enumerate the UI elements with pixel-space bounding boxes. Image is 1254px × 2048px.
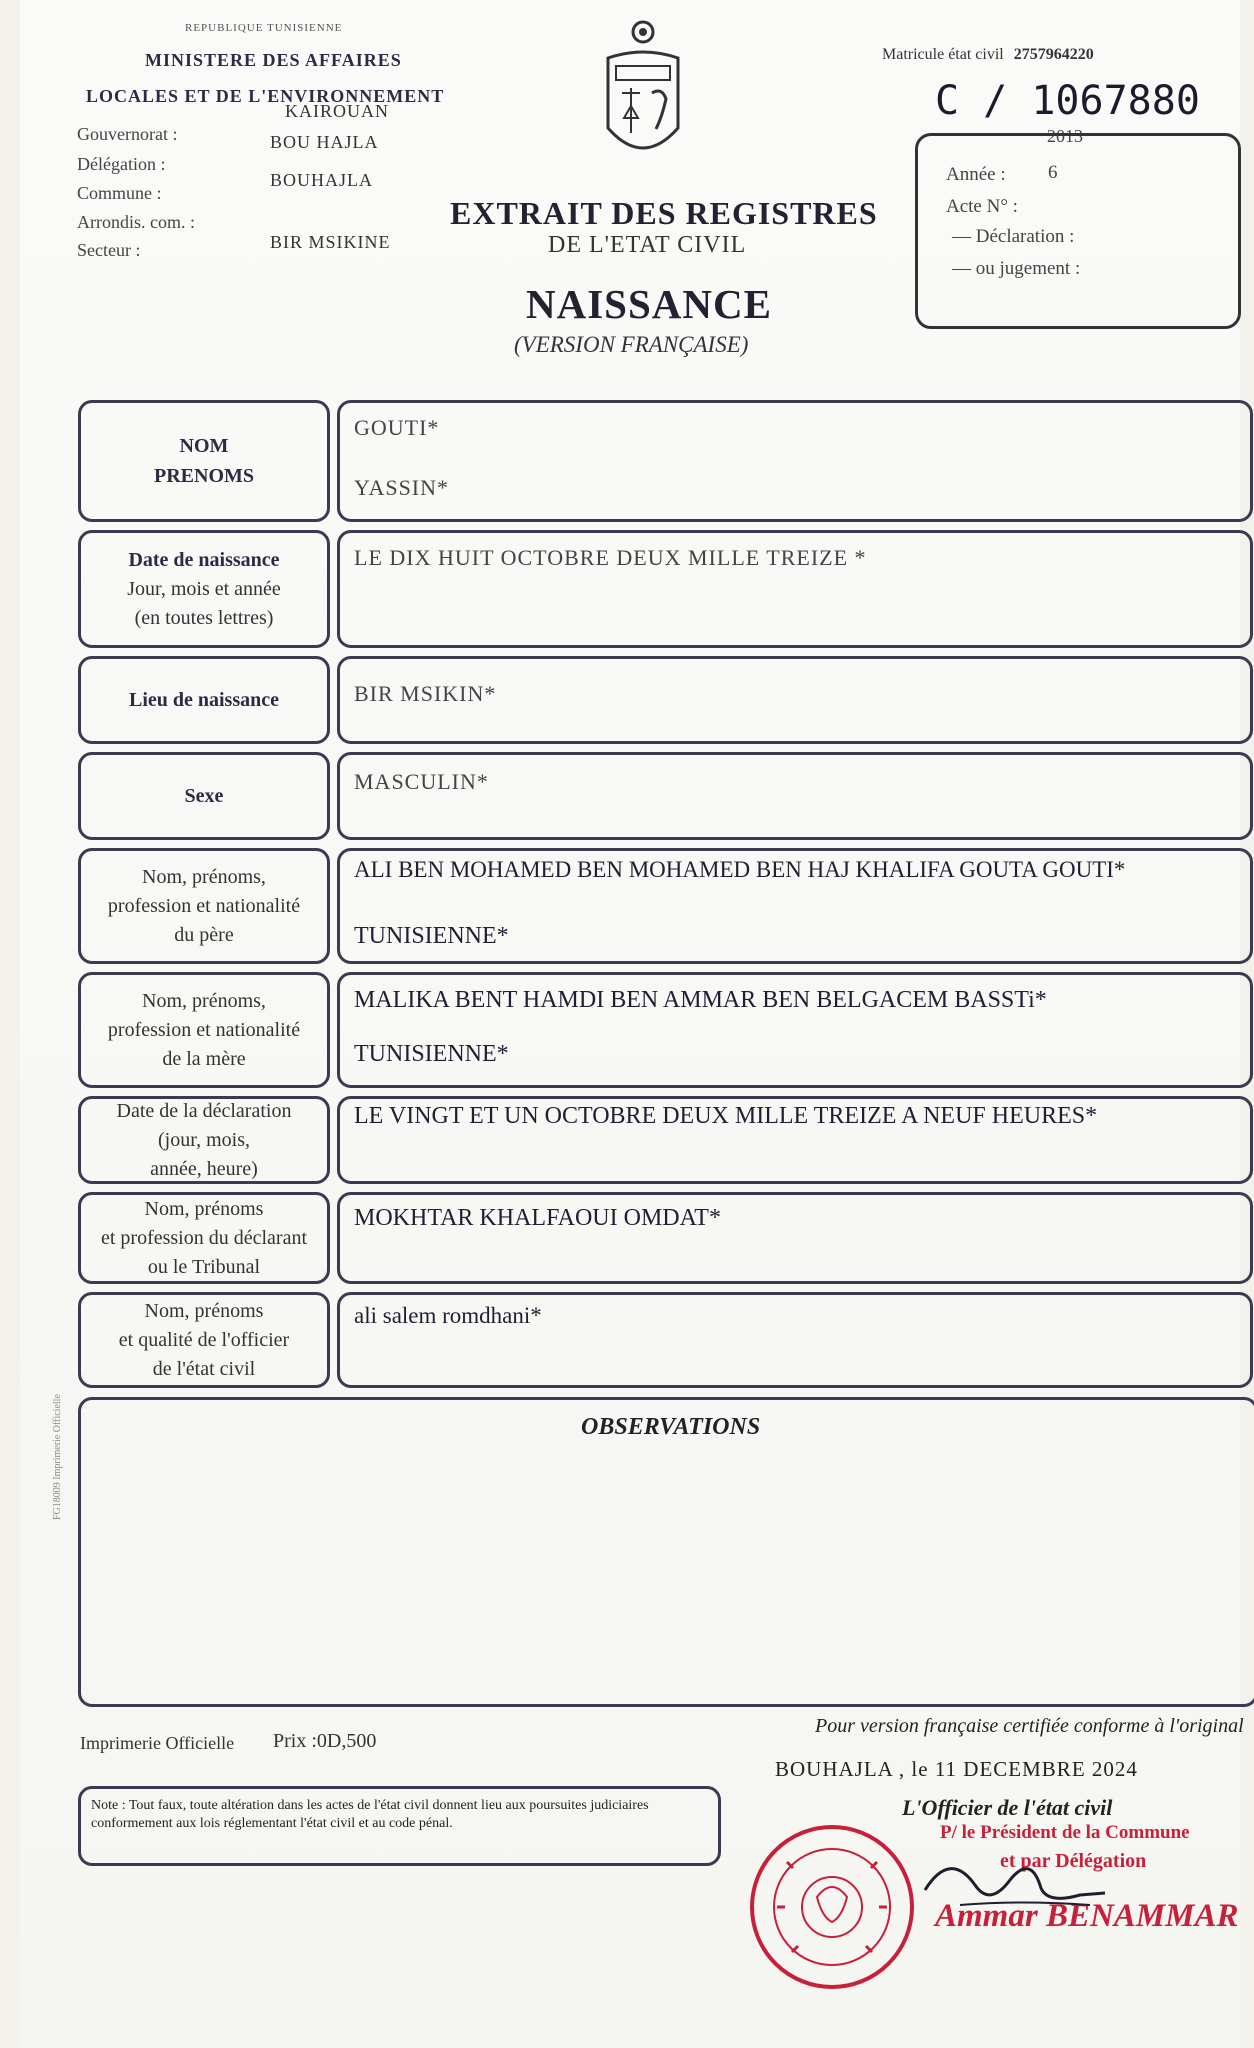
mere-row xyxy=(78,972,1253,1088)
acte-label: Acte N° : xyxy=(946,196,1018,217)
printer-side-text: FG18009 Imprimerie Officielle xyxy=(52,1394,63,1520)
decl-label-1: Date de la déclaration xyxy=(116,1099,292,1122)
dob-label-1: Date de naissance xyxy=(128,549,280,571)
sexe-label-cell xyxy=(78,752,330,840)
pere-value-cell xyxy=(337,848,1253,964)
decl-label-3: année, heure) xyxy=(150,1157,258,1180)
acte-info-box xyxy=(915,133,1241,329)
sexe-value-cell xyxy=(337,752,1253,840)
certification-text: Pour version française certifiée conforme à l'original xyxy=(815,1715,1244,1737)
naissance-heading: NAISSANCE xyxy=(526,281,772,327)
legal-note: Note : Tout faux, toute altération dans les actes de l'état civil donnent lieu aux poursuites judiciaires conformement aux lois réglementant l'état civil et au code pénal. xyxy=(78,1786,721,1866)
official-stamp xyxy=(747,1822,917,1992)
pere-value-1: ALI BEN MOHAMED BEN MOHAMED BEN HAJ KHALIFA GOUTA GOUTI* xyxy=(354,857,1126,882)
observations-title: OBSERVATIONS xyxy=(581,1414,761,1440)
decl-value: LE VINGT ET UN OCTOBRE DEUX MILLE TREIZE A NEUF HEURES* xyxy=(354,1103,1098,1129)
coat-of-arms-emblem xyxy=(602,18,684,178)
delegation-value: BOU HAJLA xyxy=(270,132,379,152)
sexe-label: Sexe xyxy=(184,785,224,807)
mere-label-3: de la mère xyxy=(162,1047,246,1070)
arrondis-label: Arrondis. com. : xyxy=(77,212,195,232)
mere-label-cell xyxy=(78,972,330,1088)
officier-label-2: et qualité de l'officier xyxy=(118,1328,290,1351)
nom-value: GOUTI* xyxy=(354,415,440,440)
imprimerie-label: Imprimerie Officielle xyxy=(80,1733,235,1753)
decl-label-cell xyxy=(78,1096,330,1184)
lieu-row xyxy=(78,656,1253,744)
prix-label: Prix :0D,500 xyxy=(273,1730,377,1752)
officier-row xyxy=(78,1292,1253,1388)
dob-label-3: (en toutes lettres) xyxy=(134,607,274,629)
officier-title: L'Officier de l'état civil xyxy=(902,1795,1113,1820)
signatory-name: Ammar BENAMMAR xyxy=(935,1898,1239,1934)
officier-label-1: Nom, prénoms xyxy=(144,1299,264,1322)
lieu-value-cell xyxy=(337,656,1253,744)
prenoms-label: PRENOMS xyxy=(154,465,254,487)
officier-value: ali salem romdhani* xyxy=(354,1303,542,1328)
officier-label-3: de l'état civil xyxy=(152,1357,256,1380)
declaration-date-row xyxy=(78,1096,1253,1184)
lieu-label: Lieu de naissance xyxy=(128,689,280,711)
sexe-value: MASCULIN* xyxy=(354,769,489,794)
dob-label-cell xyxy=(78,530,330,648)
dob-value-cell xyxy=(337,530,1253,648)
document-page xyxy=(20,0,1244,2048)
matricule-value: 2757964220 xyxy=(1013,46,1094,63)
declarant-value-cell xyxy=(337,1192,1253,1284)
mere-value-cell xyxy=(337,972,1253,1088)
officier-label-cell xyxy=(78,1292,330,1388)
annee-label: Année : xyxy=(946,164,1006,185)
decl-value-cell xyxy=(337,1096,1253,1184)
officier-value-cell xyxy=(337,1292,1253,1388)
declaration-label: — Déclaration : xyxy=(952,226,1075,247)
ministry-line2: LOCALES ET DE L'ENVIRONNEMENT xyxy=(86,86,445,106)
place-date: BOUHAJLA , le 11 DECEMBRE 2024 xyxy=(775,1757,1138,1781)
gouvernorat-label: Gouvernorat : xyxy=(77,124,178,144)
document-title: EXTRAIT DES REGISTRES xyxy=(450,195,878,231)
mere-value-1: MALIKA BENT HAMDI BEN AMMAR BEN BELGACEM BASSTi* xyxy=(354,987,1047,1013)
pere-label-cell xyxy=(78,848,330,964)
matricule xyxy=(882,46,1094,64)
jugement-label: — ou jugement : xyxy=(952,258,1081,279)
commune-value: BOUHAJLA xyxy=(270,170,374,190)
document-subtitle: DE L'ETAT CIVIL xyxy=(548,232,747,258)
republic-label: REPUBLIQUE TUNISIENNE xyxy=(185,22,343,34)
commune-label: Commune : xyxy=(77,183,162,203)
declarant-label-2: et profession du déclarant xyxy=(100,1226,308,1249)
mere-label-2: profession et nationalité xyxy=(107,1018,301,1041)
nom-value-cell xyxy=(337,400,1253,522)
dob-value: LE DIX HUIT OCTOBRE DEUX MILLE TREIZE * xyxy=(354,545,867,570)
secteur-value: BIR MSIKINE xyxy=(270,232,391,252)
mere-value-2: TUNISIENNE* xyxy=(354,1041,509,1067)
delegation-stamp-text: et par Délégation xyxy=(1000,1850,1147,1872)
declarant-row xyxy=(78,1192,1253,1284)
gouvernorat-value: KAIROUAN xyxy=(285,101,389,121)
pere-label-3: du père xyxy=(174,923,234,946)
dob-label-2: Jour, mois et année xyxy=(127,578,281,600)
pere-label-1: Nom, prénoms, xyxy=(142,865,266,888)
nom-label: NOM xyxy=(179,435,229,457)
ministry-line1: MINISTERE DES AFFAIRES xyxy=(145,50,402,70)
dob-row xyxy=(78,530,1253,648)
pere-row xyxy=(78,848,1253,964)
delegation-label: Délégation : xyxy=(77,154,166,174)
lieu-value: BIR MSIKIN* xyxy=(354,681,497,706)
prenoms-value: YASSIN* xyxy=(354,475,450,500)
mere-label-1: Nom, prénoms, xyxy=(142,989,266,1012)
declarant-label-1: Nom, prénoms xyxy=(144,1197,264,1220)
acte-year: 2013 xyxy=(1047,126,1083,146)
declarant-label-cell xyxy=(78,1192,330,1284)
annee-value: 6 xyxy=(1048,162,1058,183)
nom-row xyxy=(78,400,1253,522)
nom-label-cell xyxy=(78,400,330,522)
version-label: (VERSION FRANÇAISE) xyxy=(514,332,749,357)
observations-box xyxy=(78,1397,1254,1707)
acte-number: C / 1067880 xyxy=(935,78,1200,124)
handwritten-signature xyxy=(920,1845,1110,1915)
decl-label-2: (jour, mois, xyxy=(158,1128,250,1151)
declarant-label-3: ou le Tribunal xyxy=(147,1255,261,1278)
lieu-label-cell xyxy=(78,656,330,744)
president-stamp-text: P/ le Président de la Commune xyxy=(940,1822,1190,1843)
pere-value-2: TUNISIENNE* xyxy=(354,923,509,949)
declarant-value: MOKHTAR KHALFAOUI OMDAT* xyxy=(354,1205,721,1231)
matricule-label: Matricule état civil xyxy=(882,46,1004,63)
pere-label-2: profession et nationalité xyxy=(107,894,301,917)
sexe-row xyxy=(78,752,1253,840)
secteur-label: Secteur : xyxy=(77,240,141,260)
